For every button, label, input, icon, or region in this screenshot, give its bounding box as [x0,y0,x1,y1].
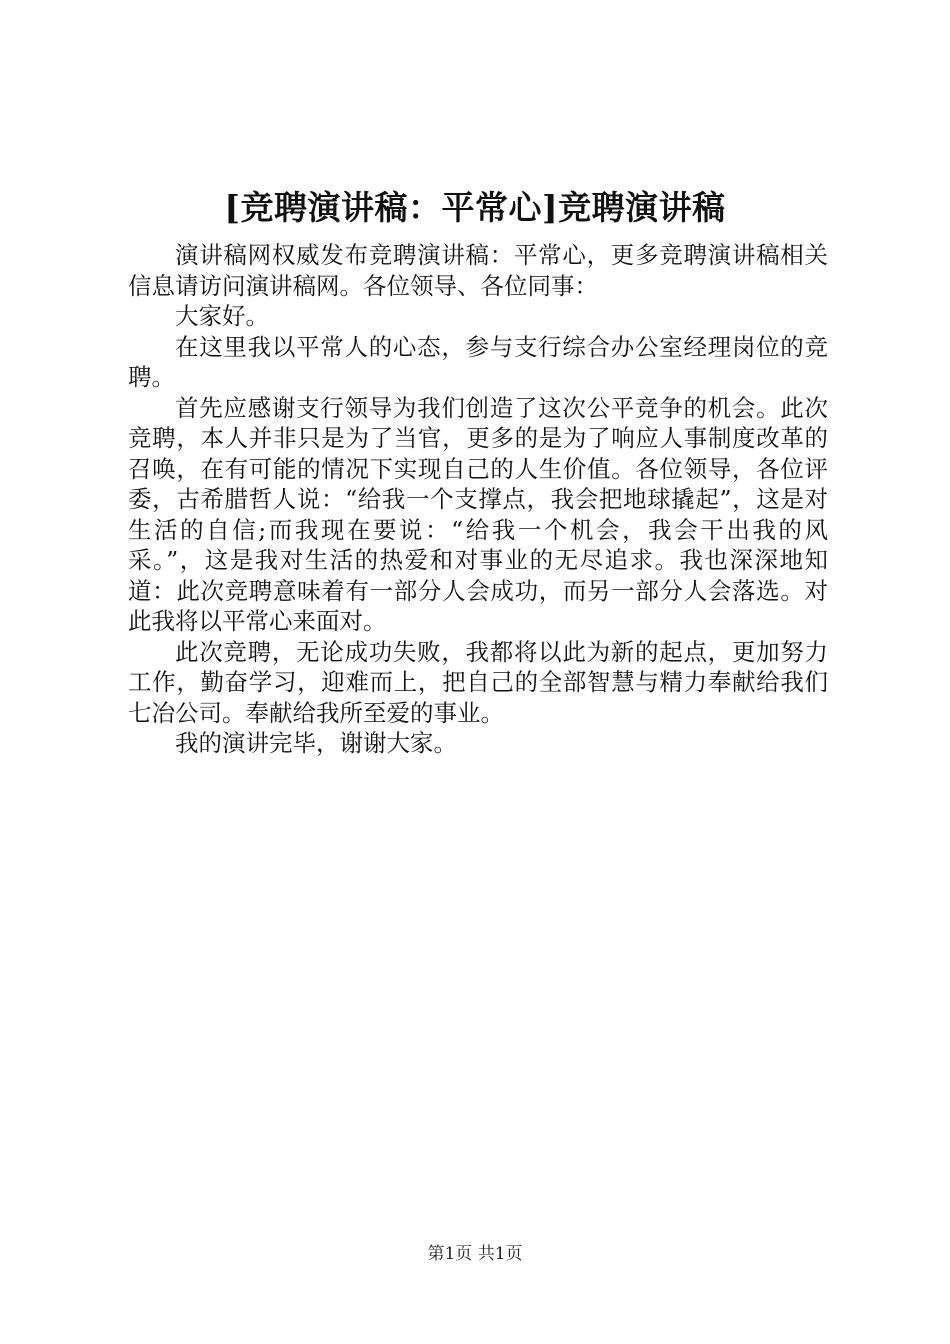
page-footer: 第1页 共1页 [427,1244,523,1264]
paragraph-purpose: 在这里我以平常人的心态，参与支行综合办公室经理岗位的竞聘。 [128,332,828,391]
document-title: [竞聘演讲稿：平常心]竞聘演讲稿 [224,188,726,227]
document-body [128,240,828,759]
paragraph-closing: 我的演讲完毕，谢谢大家。 [175,729,457,757]
paragraph-intro: 演讲稿网权威发布竞聘演讲稿：平常心，更多竞聘演讲稿相关信息请访问演讲稿网。各位领导、各位同事： [128,241,828,300]
paragraph-commitment: 此次竞聘，无论成功失败，我都将以此为新的起点，更加努力工作，勤奋学习，迎难而上，把自己的全部智慧与精力奉献给我们七冶公司。奉献给我所至爱的事业。 [128,637,828,727]
paragraph-main: 首先应感谢支行领导为我们创造了这次公平竞争的机会。此次竞聘，本人并非只是为了当官，更多的是为了响应人事制度改革的召唤，在有可能的情况下实现自己的人生价值。各位领导，各位评委，古希腊哲人说：“给我一个支撑点，我会把地球撬起”，这是对生活的自信;而我现在要说：“给我一个机会，我会干出我的风采。”，这是我对生活的热爱和对事业的无尽追求。我也深深地知道：此次竞聘意味着有一部分人会成功，而另一部分人会落选。对此我将以平常心来面对。 [128,393,828,635]
paragraph-greeting: 大家好。 [175,302,269,330]
